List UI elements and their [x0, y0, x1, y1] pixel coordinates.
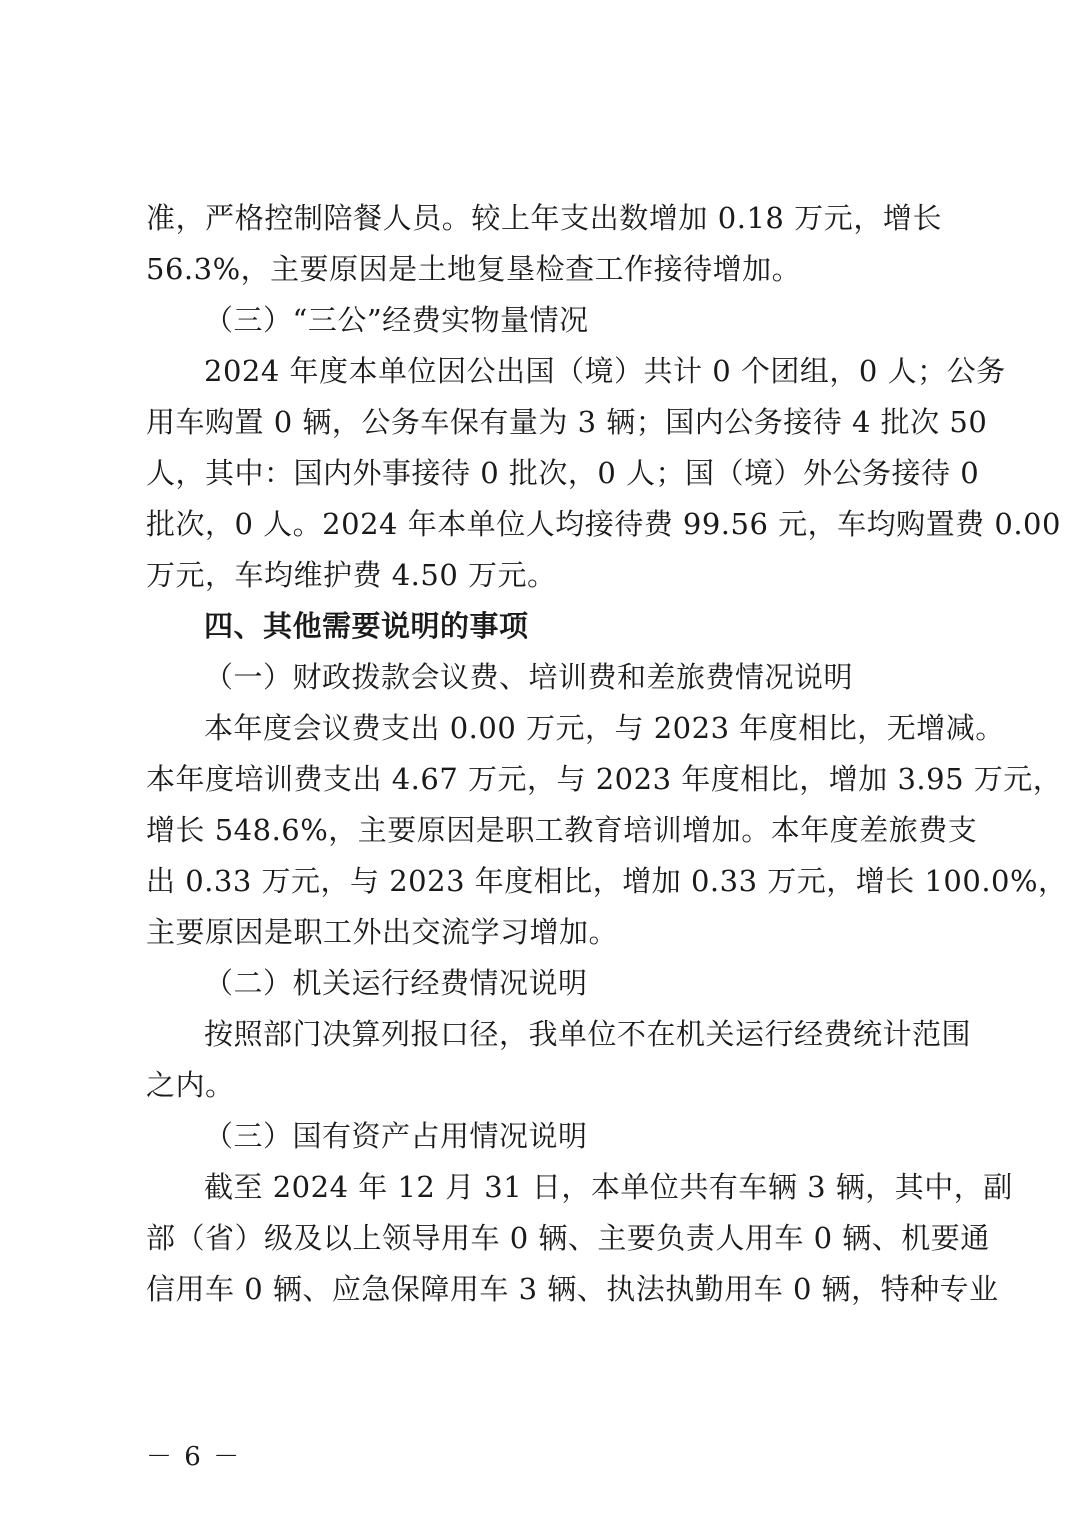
paragraph-line: 按照部门决算列报口径，我单位不在机关运行经费统计范围: [204, 1017, 972, 1051]
paragraph-line: 截至 2024 年 12 月 31 日，本单位共有车辆 3 辆，其中，副: [204, 1170, 1013, 1204]
paragraph-line: 56.3%，主要原因是土地复垦检查工作接待增加。: [146, 252, 802, 286]
paragraph-line: 出 0.33 万元，与 2023 年度相比，增加 0.33 万元，增长 100.0%，: [146, 864, 1068, 898]
paragraph-line: 2024 年度本单位因公出国（境）共计 0 个团组，0 人；公务: [204, 354, 1006, 388]
paragraph-line: 准，严格控制陪餐人员。较上年支出数增加 0.18 万元，增长: [146, 201, 942, 235]
paragraph-line: 部（省）级及以上领导用车 0 辆、主要负责人用车 0 辆、机要通: [146, 1221, 990, 1255]
paragraph-line: 增长 548.6%，主要原因是职工教育培训增加。本年度差旅费支: [146, 813, 978, 847]
page-number: － 6 －: [146, 1442, 242, 1472]
paragraph-line: 本年度培训费支出 4.67 万元，与 2023 年度相比，增加 3.95 万元，: [146, 762, 1063, 796]
subsection-heading: （二）机关运行经费情况说明: [204, 966, 588, 1000]
paragraph-line: 信用车 0 辆、应急保障用车 3 辆、执法执勤用车 0 辆，特种专业: [146, 1272, 999, 1306]
section-heading: 四、其他需要说明的事项: [204, 609, 529, 643]
subsection-heading: （一）财政拨款会议费、培训费和差旅费情况说明: [204, 660, 854, 694]
paragraph-line: 本年度会议费支出 0.00 万元，与 2023 年度相比，无增减。: [204, 711, 1005, 745]
paragraph-line: 用车购置 0 辆，公务车保有量为 3 辆；国内公务接待 4 批次 50: [146, 405, 988, 439]
paragraph-line: 万元，车均维护费 4.50 万元。: [146, 558, 557, 592]
paragraph-line: 主要原因是职工外出交流学习增加。: [146, 915, 619, 949]
body-text: [146, 193, 1068, 1315]
paragraph-line: 之内。: [146, 1068, 235, 1102]
paragraph-line: 人，其中：国内外事接待 0 批次，0 人；国（境）外公务接待 0: [146, 456, 980, 490]
paragraph-line: 批次，0 人。2024 年本单位人均接待费 99.56 元，车均购置费 0.00: [146, 507, 1061, 541]
subsection-heading: （三）“三公”经费实物量情况: [204, 303, 589, 337]
subsection-heading: （三）国有资产占用情况说明: [204, 1119, 588, 1153]
